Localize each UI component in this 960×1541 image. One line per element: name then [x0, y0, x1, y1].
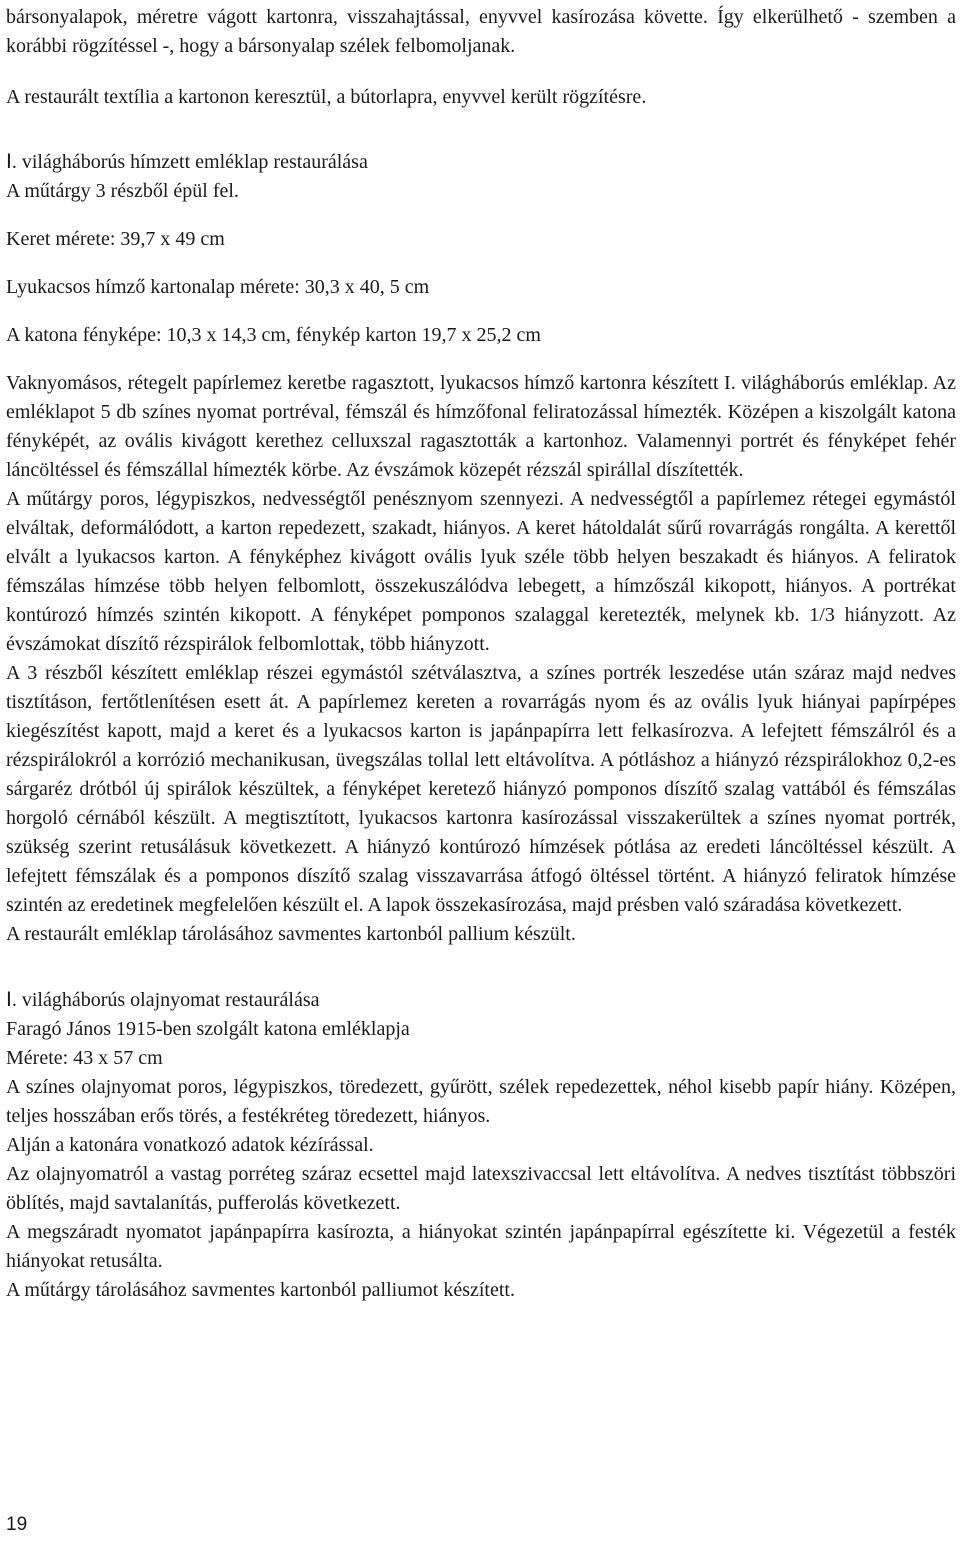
section1-treatment: A 3 részből készített emléklap részei egymástól szétválasztva, a színes portrék leszedése után száraz majd nedves tisztításon, fertőtlenítésen esett át. A papírlemez kereten a rovarrágás nyom és az ovális lyuk hiányai papírpépes kiegészítést kapott, majd a keret és a lyukacsos karton is japánpapírra lett felkasírozva. A lefejtett fémszálról és a rézspirálokról a korrózió mechanikusan, üvegszálas tollal lett eltávolítva. A pótláshoz a hiányzó rézspirálokhoz 0,2-es sárgaréz drótból új spirálok készültek, a fényképet keretező hiányzó pomponos díszítő szalag vattából és fémszálas horgoló cérnából készült. A megtisztított, lyukacsos kartonra kasírozással visszakerültek a színes nyomat portrék, szükség szerint retusálásuk következett. A hiányzó kontúrozó hímzések pótlása az eredeti láncöltéssel készült. A lefejtett fémszálak és a pomponos díszítő szalag visszavarrása átfogó öltéssel történt. A hiányzó feliratok hímzése szintén az eredetinek megfelelően készült el. A lapok összekasírozása, majd présben való száradása következett. [6, 662, 956, 916]
section2-inscription: Alján a katonára vonatkozó adatok kézírással. [6, 1134, 374, 1156]
intro-paragraph-1: bársonyalapok, méretre vágott kartonra, visszahajtással, enyvvel kasírozása követte. Így elkerülhető - szemben a korábbi rögzítéssel -, hogy a bársonyalap szélek felbomoljanak. [6, 6, 956, 57]
section1-storage: A restaurált emléklap tárolásához savmentes kartonból pallium készült. [6, 923, 576, 945]
section1-condition: A műtárgy poros, légypiszkos, nedvességtől penésznyom szennyezi. A nedvességtől a papírlemez rétegei egymástól elváltak, deformálódott, a karton repedezett, szakadt, hiányos. A keret hátoldalát sűrű rovarrágás rongálta. A kerettől elvált a lyukacsos karton. A fényképhez kivágott ovális lyuk széle több helyen beszakadt és hiányos. A feliratok fémszálas hímzése több helyen felbomlott, összekuszálódva lebegett, a hímzőszál kikopott, hiányos. A portrékat kontúrozó hímzés szintén kikopott. A fényképet pomponos szalaggal keretezték, melynek kb. 1/3 hiányzott. Az évszámokat díszítő rézspirálok felbomlottak, több hiányzott. [6, 488, 956, 655]
intro-paragraph-2: A restaurált textília a kartonon keresztül, a bútorlapra, enyvvel került rögzítésre. [6, 86, 647, 108]
section2-heading-initial: I [6, 988, 12, 1011]
section2-cleaning: Az olajnyomatról a vastag porréteg száraz ecsettel majd latexszivaccsal lett eltávolítva. A nedves tisztítást többszöri öblítés, majd savtalanítás, pufferolás következett. [6, 1163, 956, 1214]
section1-board-size: Lyukacsos hímző kartonalap mérete: 30,3 x 40, 5 cm [6, 276, 430, 298]
section2-heading-text: . világháborús olajnyomat restaurálása [11, 989, 320, 1011]
section2-condition: A színes olajnyomat poros, légypiszkos, töredezett, gyűrött, szélek repedezettek, néhol kisebb papír hiány. Középen, teljes hosszában erős törés, a festékréteg töredezett, hiányos. [6, 1076, 956, 1127]
section2-heading [6, 985, 956, 1015]
page-number: 19 [6, 1514, 28, 1535]
section2-mounting: A megszáradt nyomatot japánpapírra kasírozta, a hiányokat szintén japánpapírral egészítette ki. Végezetül a festék hiányokat retusálta. [6, 1221, 956, 1272]
section1-heading-text: . világháborús hímzett emléklap restaurálása [11, 151, 368, 173]
section1-photo-size: A katona fényképe: 10,3 x 14,3 cm, fénykép karton 19,7 x 25,2 cm [6, 324, 541, 346]
section1-frame-size: Keret mérete: 39,7 x 49 cm [6, 228, 225, 250]
section2-storage: A műtárgy tárolásához savmentes kartonból palliumot készített. [6, 1279, 515, 1301]
document-page [6, 0, 956, 1305]
section1-heading [6, 147, 956, 177]
section2-subtitle: Faragó János 1915-ben szolgált katona emléklapja [6, 1018, 410, 1040]
section2-size: Mérete: 43 x 57 cm [6, 1047, 163, 1069]
section1-heading-initial: I [6, 150, 12, 173]
section1-parts: A műtárgy 3 részből épül fel. [6, 180, 239, 202]
section1-description: Vaknyomásos, rétegelt papírlemez keretbe ragasztott, lyukacsos hímző kartonra készített I. világháborús emléklap. Az emléklapot 5 db színes nyomat portréval, fémszál és hímzőfonal feliratozással hímezték. Középen a kiszolgált katona fényképét, az ovális kivágott kerethez celluxszal ragasztották a kartonhoz. Valamennyi portrét és fényképet fehér láncöltéssel és fémszállal hímezték körbe. Az évszámok közepét rézszál spirállal díszítették. [6, 372, 956, 481]
